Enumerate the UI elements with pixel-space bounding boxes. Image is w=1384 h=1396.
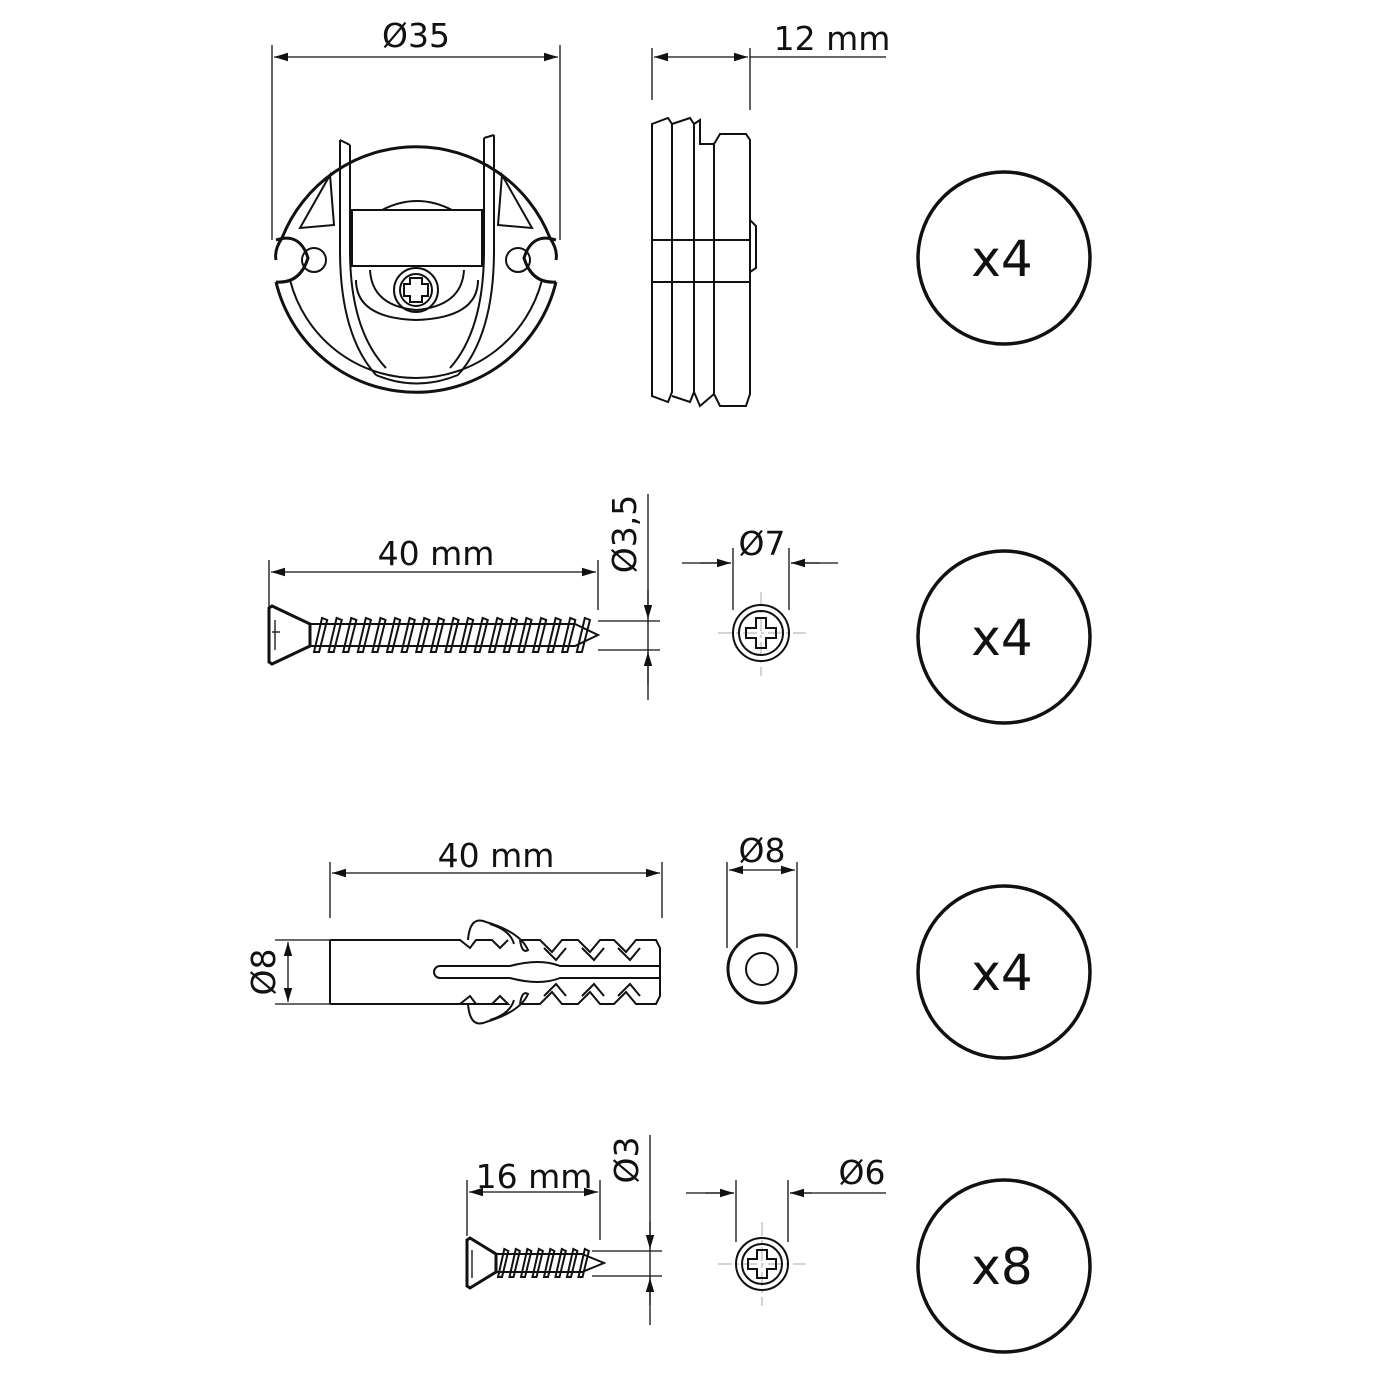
quantity-badge-2 — [918, 551, 1090, 723]
wall-plug-body-label: Ø8 — [244, 948, 283, 996]
quantity-label-1: x4 — [971, 230, 1033, 288]
quantity-label-3: x4 — [971, 944, 1033, 1002]
wall-plug-side-view — [330, 862, 662, 1024]
quantity-badge-1 — [918, 172, 1090, 344]
large-screw-side-view — [269, 560, 598, 664]
cam-fitting-side-view — [652, 48, 886, 406]
small-screw-length-label: 16 mm — [475, 1157, 593, 1196]
wall-plug-length-label: 40 mm — [437, 836, 555, 875]
wall-plug-end-view — [727, 862, 797, 1003]
small-screw-side-view — [467, 1180, 604, 1288]
wall-plug-body-dimension — [275, 940, 330, 1004]
quantity-label-4: x8 — [971, 1238, 1033, 1296]
quantity-label-2: x4 — [971, 609, 1033, 667]
small-screw-head-label: Ø6 — [838, 1153, 886, 1192]
large-screw-head-label: Ø7 — [738, 524, 786, 563]
quantity-badge-3 — [918, 886, 1090, 1058]
large-screw-shank-label: Ø3,5 — [605, 494, 644, 574]
large-screw-head-view — [682, 548, 838, 676]
cam-depth-label: 12 mm — [773, 19, 891, 58]
small-screw-shank-label: Ø3 — [607, 1136, 646, 1184]
quantity-badge-4 — [918, 1180, 1090, 1352]
wall-plug-end-label: Ø8 — [738, 831, 786, 870]
large-screw-length-label: 40 mm — [377, 534, 495, 573]
cam-fitting-front-view — [272, 45, 560, 392]
small-screw-head-view — [686, 1180, 886, 1306]
cam-diameter-label: Ø35 — [382, 16, 450, 55]
